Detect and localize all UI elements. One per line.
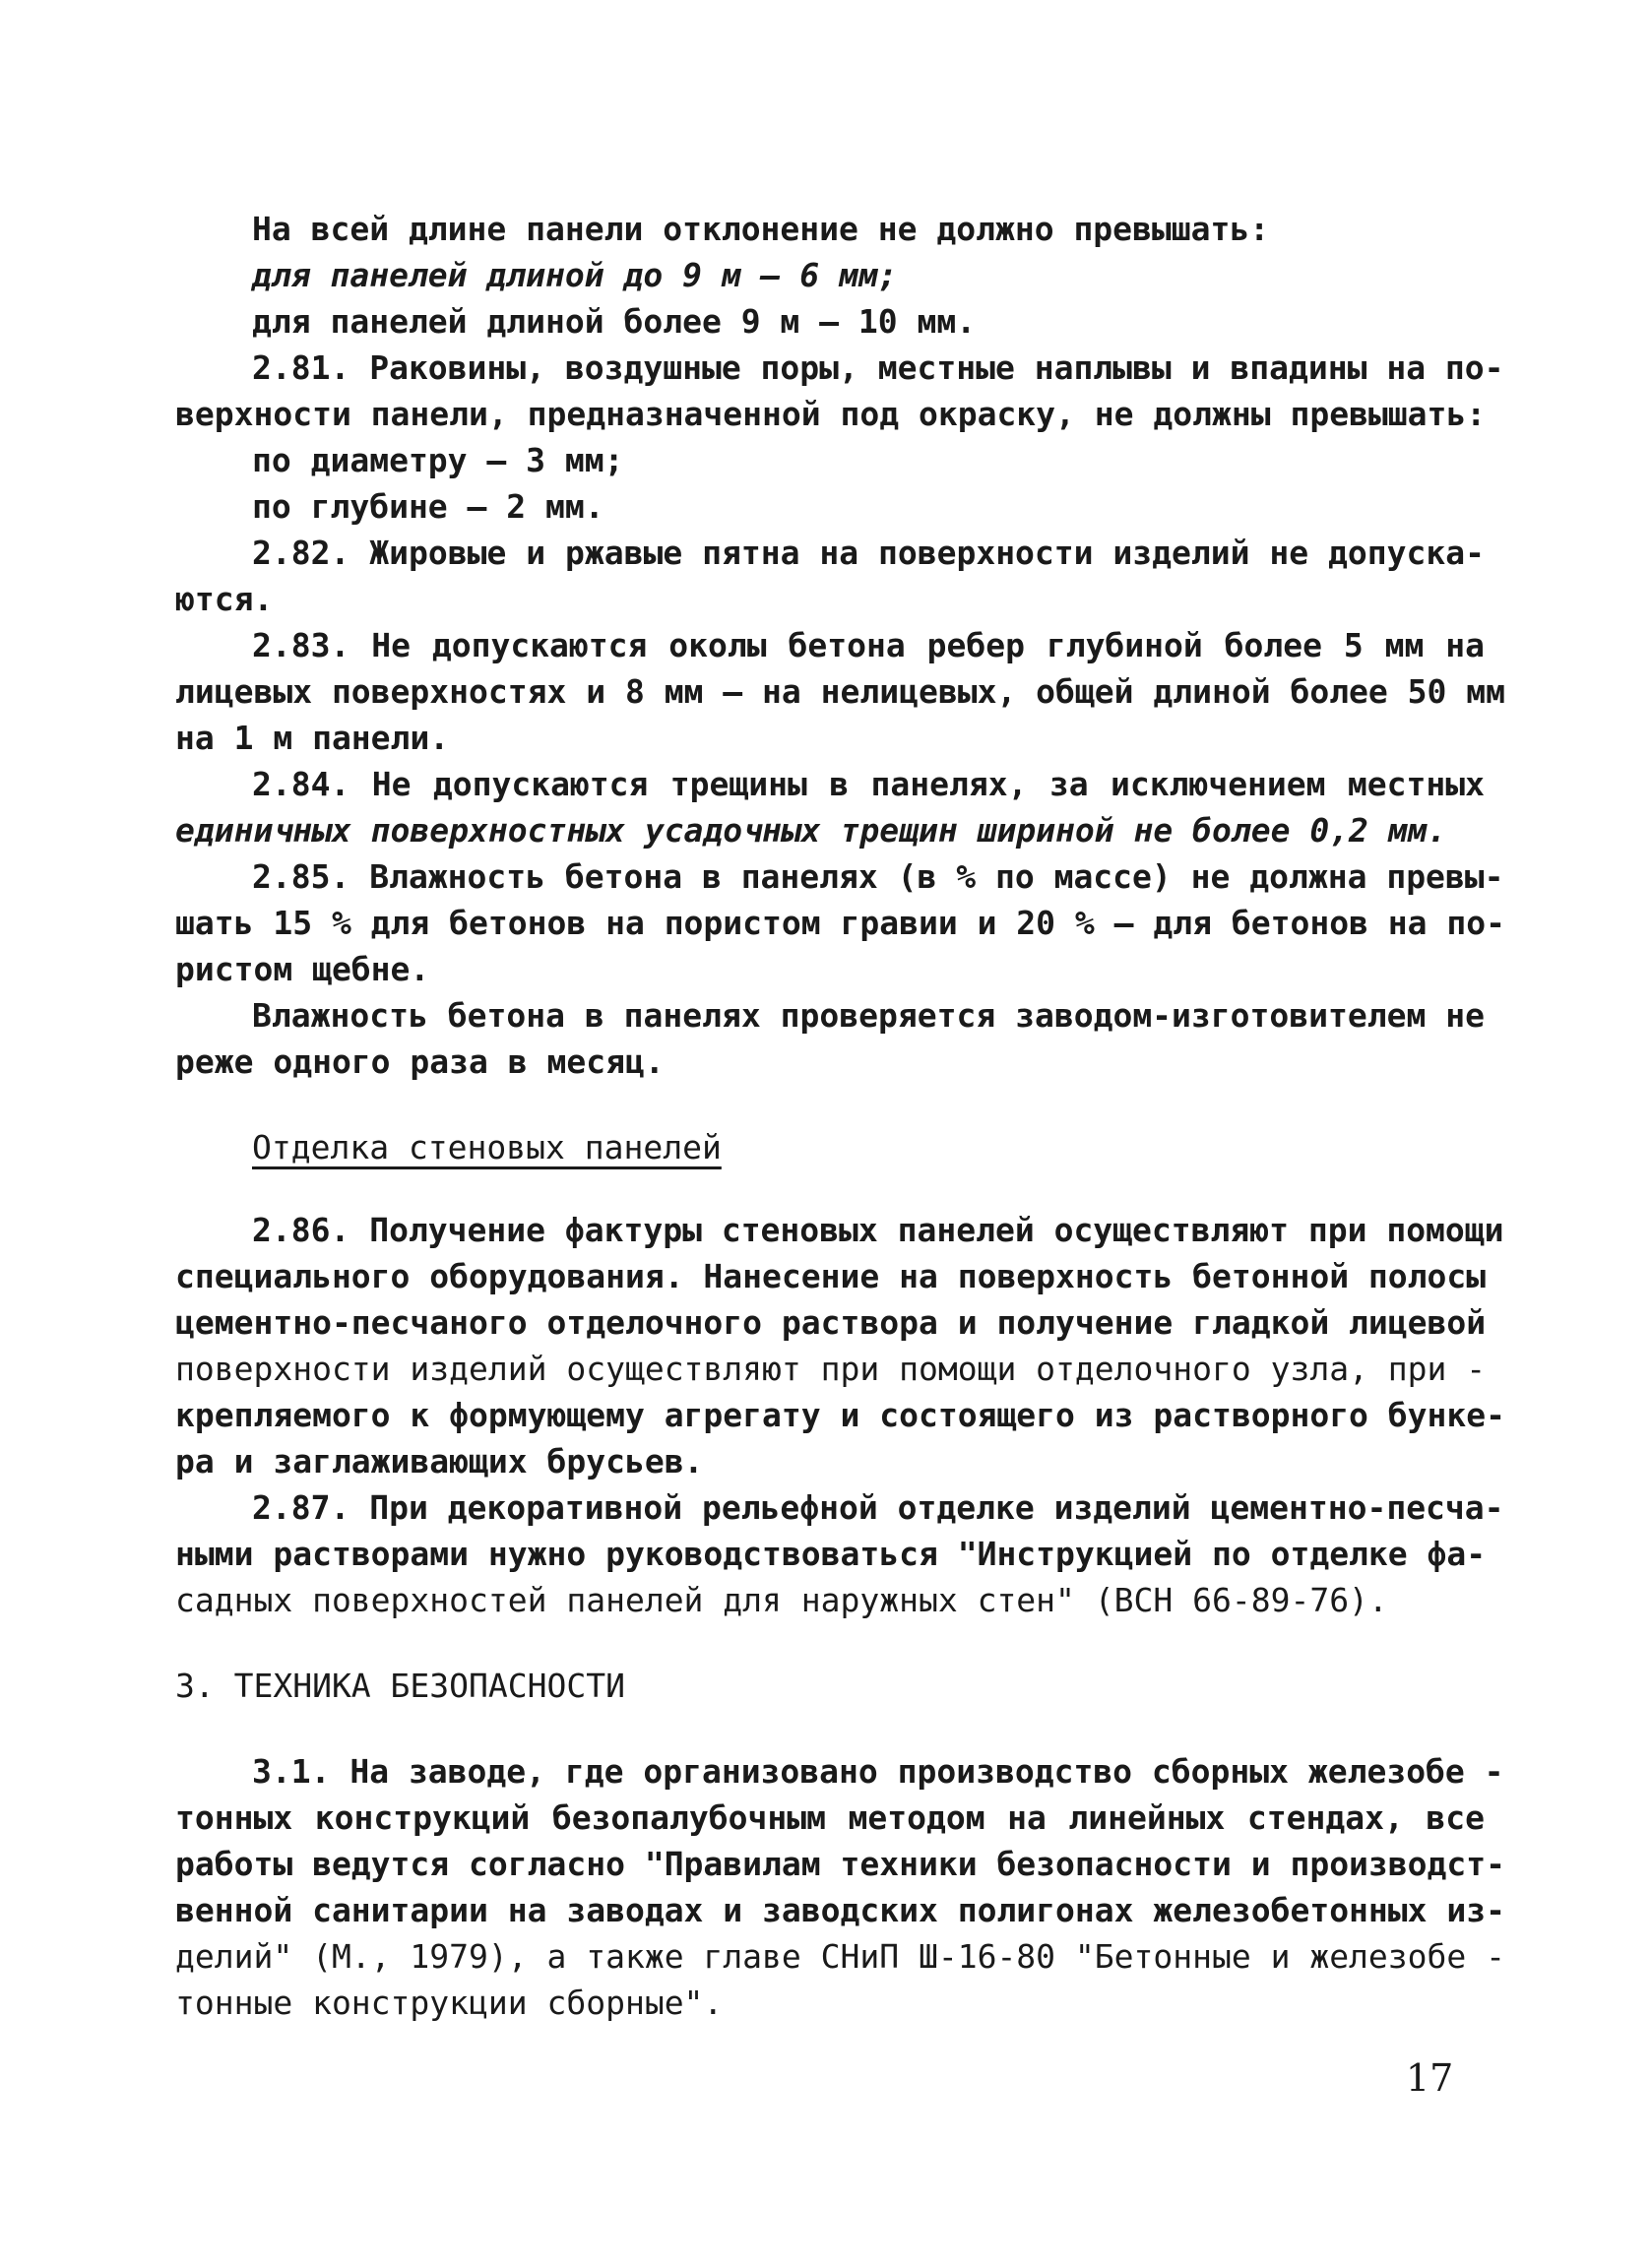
text-line: шать 15 % для бетонов на пористом гравии и 20 % – для бетонов на по- [175,904,1506,942]
text-line: по диаметру – 3 мм; [252,441,624,479]
text-line: 2.83. Не допускаются околы бетона ребер глубиной более 5 мм на [252,626,1485,664]
text-line: садных поверхностей панелей для наружных стен" (ВСН 66-89-76). [175,1581,1388,1619]
text-line: 2.84. Не допускаются трещины в панелях, за исключением местных [252,765,1485,803]
text-line: на 1 м панели. [175,719,450,757]
text-line: На всей длине панели отклонение не должно превышать: [252,210,1270,248]
text-line: ными растворами нужно руководствоваться "Инструкцией по отделке фа- [175,1535,1487,1573]
text-line: работы ведутся согласно "Правилам техники безопасности и производст- [175,1845,1506,1883]
text-line: ра и заглаживающих брусьев. [175,1442,704,1480]
text-line: для панелей длиной более 9 м – 10 мм. [252,302,977,341]
text-line: 2.87. При декоративной рельефной отделке изделий цементно-песча- [252,1488,1504,1527]
text-line: поверхности изделий осуществляют при помощи отделочного узла, при - [175,1350,1487,1388]
text-line: по глубине – 2 мм. [252,487,604,526]
text-line: 2.85. Влажность бетона в панелях (в % по массе) не должна превы- [252,857,1504,896]
text-line: 2.81. Раковины, воздушные поры, местные наплывы и впадины на по- [252,348,1504,387]
text-line: единичных поверхностных усадочных трещин шириной не более 0,2 мм. [175,811,1447,850]
text-line: для панелей длиной до 9 м – 6 мм; [252,256,898,294]
text-line: верхности панели, предназначенной под окраску, не должны превышать: [175,395,1487,433]
text-line: цементно-песчаного отделочного раствора и получение гладкой лицевой [175,1303,1487,1342]
text-line: реже одного раза в месяц. [175,1042,665,1081]
text-line: венной санитарии на заводах и заводских полигонах железобетонных из- [175,1891,1506,1929]
text-line: Влажность бетона в панелях проверяется заводом-изготовителем не [252,996,1485,1035]
text-line: тонных конструкций безопалубочным методом на линейных стендах, все [175,1798,1485,1837]
text-line: лицевых поверхностях и 8 мм – на нелицевых, общей длиной более 50 мм [175,672,1506,711]
subheading: Отделка стеновых панелей [252,1128,722,1166]
text-line: 3.1. На заводе, где организовано производство сборных железобе - [252,1752,1504,1791]
page-number: 17 [1406,2056,1454,2100]
text-line: 2.82. Жировые и ржавые пятна на поверхности изделий не допуска- [252,534,1485,572]
text-line: ются. [175,580,274,618]
text-line: ристом щебне. [175,950,430,988]
text-line: тонные конструкции сборные". [175,1984,724,2022]
text-line: 2.86. Получение фактуры стеновых панелей осуществляют при помощи [252,1211,1504,1249]
text-line: специального оборудования. Нанесение на поверхность бетонной полосы [175,1257,1487,1295]
text-line: делий" (М., 1979), а также главе СНиП Ш-16-80 "Бетонные и железобе - [175,1937,1506,1976]
text-line: крепляемого к формующему агрегату и состоящего из растворного бунке- [175,1396,1506,1434]
section-title: 3. ТЕХНИКА БЕЗОПАСНОСТИ [175,1667,625,1705]
